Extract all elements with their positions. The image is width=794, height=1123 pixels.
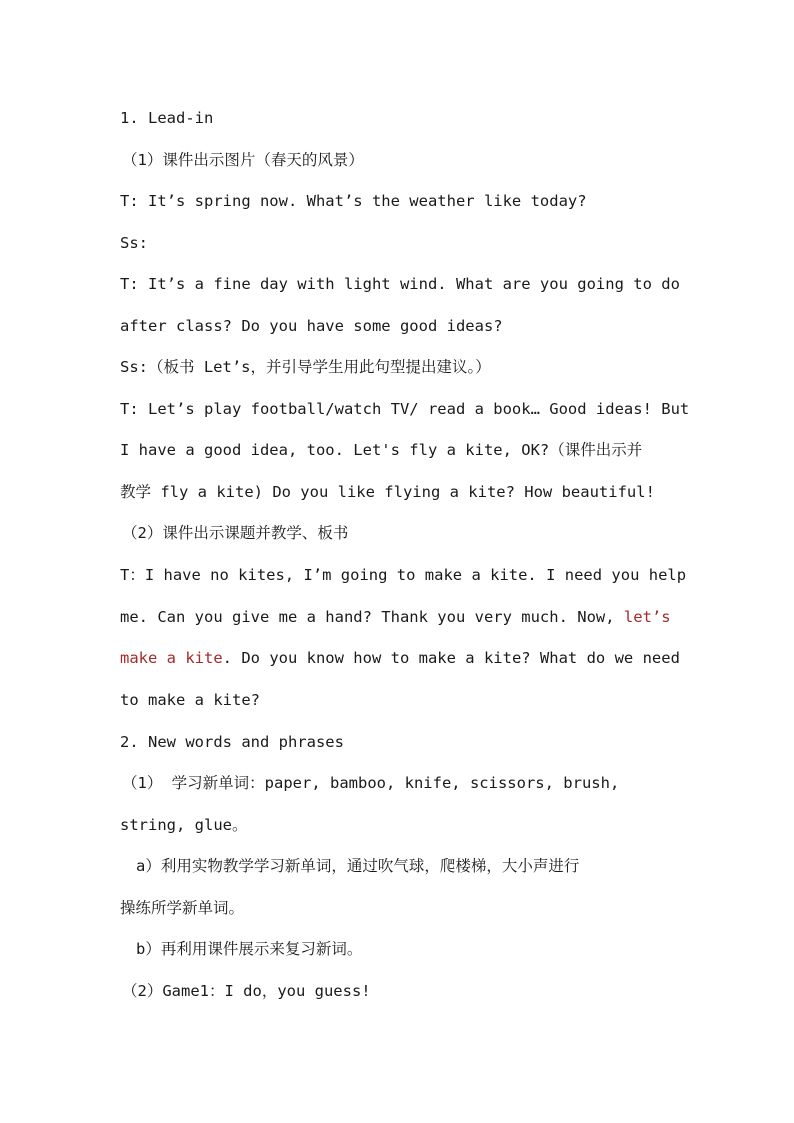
step-text: （1） 学习新单词：paper, bamboo, knife, scissors, brush, <box>122 774 620 792</box>
text-run: me. Can you give me a hand? Thank you very much. Now, <box>120 608 624 626</box>
game-text: （2）Game1：I do，you guess! <box>122 982 371 1000</box>
dialogue-line: T: Let’s play football/watch TV/ read a book… Good ideas! But <box>120 400 690 418</box>
dialogue-line <box>120 607 680 627</box>
dialogue-line: I have a good idea, too. Let's fly a kite, OK?（课件出示并 <box>120 441 643 459</box>
step-2-text: （2）课件出示课题并教学、板书 <box>122 524 349 542</box>
step-text: string, glue。 <box>120 816 248 834</box>
dialogue-line: T: It’s a fine day with light wind. What are you going to do <box>120 275 680 293</box>
dialogue-line: T：I have no kites, I’m going to make a kite. I need you help <box>120 566 687 584</box>
dialogue-line: 教学 fly a kite) Do you like flying a kite? How beautiful! <box>120 483 655 501</box>
text-run: . Do you know how to make a kite? What do we need <box>222 649 680 667</box>
section-heading-new-words: 2. New words and phrases <box>120 733 344 751</box>
dialogue-line <box>120 648 680 668</box>
dialogue-line: Ss: <box>120 234 148 252</box>
section-heading-lead-in: 1. Lead-in <box>120 109 214 127</box>
substep-a-text: a）利用实物教学学习新单词，通过吹气球，爬楼梯，大小声进行 <box>136 857 580 875</box>
dialogue-line: after class? Do you have some good ideas? <box>120 317 503 335</box>
substep-a-continued: 操练所学新单词。 <box>120 899 245 917</box>
dialogue-line: to make a kite? <box>120 691 260 709</box>
substep-b-text: b）再利用课件展示来复习新词。 <box>136 940 363 958</box>
step-1-text: （1）课件出示图片（春天的风景） <box>122 151 364 169</box>
highlighted-text: make a kite <box>120 649 223 667</box>
highlighted-text: let’s <box>623 608 671 626</box>
dialogue-line: T: It’s spring now. What’s the weather like today? <box>120 192 587 210</box>
dialogue-line: Ss:（板书 Let’s，并引导学生用此句型提出建议。） <box>120 358 491 376</box>
